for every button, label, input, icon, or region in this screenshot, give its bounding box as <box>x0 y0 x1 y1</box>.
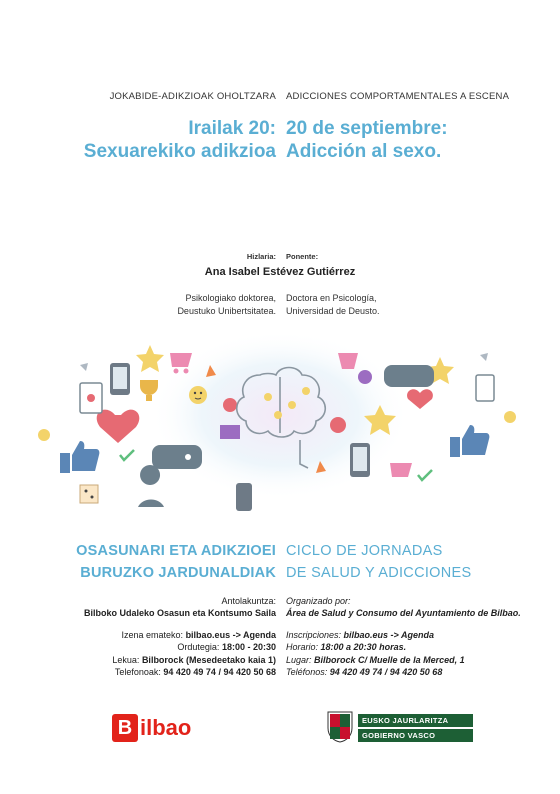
organizer-eu <box>84 595 276 619</box>
check-icon <box>120 450 134 460</box>
date-eu: Irailak 20: <box>188 118 276 139</box>
date-es: 20 de septiembre: <box>286 118 448 139</box>
addiction-icons-illustration <box>20 335 540 515</box>
info-eu-row: Ordutegia: 18:00 - 20:30 <box>177 642 276 653</box>
info-eu-row: Izena emateko: bilbao.eus -> Agenda <box>121 630 276 640</box>
organizer-value-eu: Bilboko Udaleko Osasun eta Kontsumo Saila <box>83 608 276 618</box>
info-es <box>286 629 465 678</box>
credentials-es-line1: Doctora en Psicología, <box>286 293 377 303</box>
cart-icon-2 <box>390 463 412 477</box>
gamepad-icon-2 <box>384 365 434 387</box>
coat-of-arms-icon <box>326 710 354 744</box>
cycle-title-es <box>286 540 471 584</box>
heart-icon-2 <box>407 389 433 409</box>
gobierno-vasco-text <box>358 714 473 744</box>
speaker-name: Ana Isabel Estévez Gutiérrez <box>204 266 356 278</box>
info-eu-row: Lekua: Bilborock (Mesedeetako kaia 1) <box>112 654 276 665</box>
credentials-eu <box>177 292 276 318</box>
phone-icon-2 <box>236 483 252 511</box>
info-es-row: Horario: 18:00 a 20:30 horas. <box>286 642 407 653</box>
credentials-eu-line2: Deustuko Unibertsitatea. <box>177 306 276 316</box>
info-es-row: Inscripciones: bilbao.eus -> Agenda <box>286 630 434 640</box>
series-title-eu: JOKABIDE-ADIKZIOAK OHOLTZARA <box>109 91 276 102</box>
user-icon <box>138 465 164 507</box>
role-label-es: Ponente: <box>286 252 319 261</box>
organizer-es <box>286 595 521 619</box>
smiley-icon <box>38 429 50 441</box>
credentials-es-line2: Universidad de Deusto. <box>286 306 380 316</box>
role-label-eu: Hizlaria: <box>246 252 276 261</box>
cycle-title-es-line1: CICLO DE JORNADAS <box>286 543 443 559</box>
cycle-title-eu-line1: OSASUNARI ETA ADIKZIOEI <box>76 543 276 559</box>
smiley-icon-2 <box>504 411 516 423</box>
info-eu <box>112 629 276 678</box>
thumbs-up-icon-2 <box>450 425 489 457</box>
gv-line1: EUSKO JAURLARITZA <box>358 714 473 727</box>
series-title-es: ADICCIONES COMPORTAMENTALES A ESCENA <box>286 91 510 102</box>
topic-es: Adicción al sexo. <box>286 141 442 162</box>
star-icon <box>136 345 164 372</box>
bilbao-logo-b: B <box>112 714 138 742</box>
topic-eu: Sexuarekiko adikzioa <box>83 141 276 162</box>
gamepad-icon <box>152 445 202 469</box>
heart-icon <box>97 410 140 443</box>
gv-line2: GOBIERNO VASCO <box>358 729 473 742</box>
dice-icon <box>80 485 98 503</box>
organizer-label-eu: Antolakuntza: <box>221 596 276 606</box>
organizer-value-es: Área de Salud y Consumo del Ayuntamiento de Bilbao. <box>286 608 521 618</box>
info-es-row: Teléfonos: 94 420 49 74 / 94 420 50 68 <box>286 666 443 677</box>
credentials-eu-line1: Psikologiako doktorea, <box>185 293 276 303</box>
cycle-title-es-line2: DE SALUD Y ADICCIONES <box>286 565 472 581</box>
check-icon-2 <box>418 470 432 480</box>
bilbao-logo-text: ilbao <box>140 715 192 740</box>
cycle-title-eu-line2: BURUZKO JARDUNALDIAK <box>80 565 276 581</box>
info-es-row: Lugar: Bilborock C/ Muelle de la Merced, 1 <box>286 654 465 665</box>
info-eu-row: Telefonoak: 94 420 49 74 / 94 420 50 68 <box>114 666 276 677</box>
thumbs-up-icon <box>60 441 99 473</box>
card-icon-2 <box>476 375 494 401</box>
credentials-es <box>286 292 380 318</box>
cycle-title-eu <box>76 540 276 584</box>
organizer-label-es: Organizado por: <box>286 596 351 606</box>
